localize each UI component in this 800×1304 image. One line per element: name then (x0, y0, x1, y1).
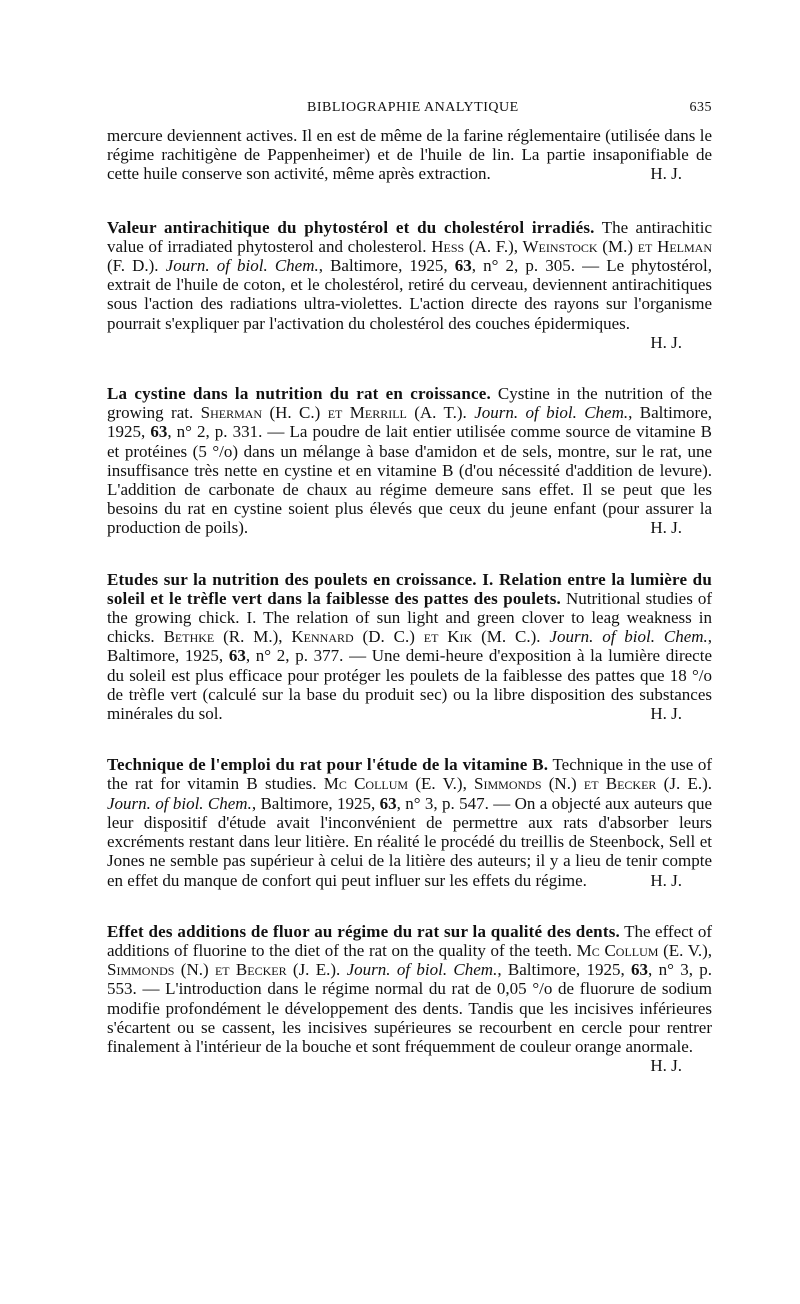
entry-volume: 63 (379, 793, 397, 813)
entry-journal: Journ. of biol. Chem. (165, 256, 319, 276)
entry-authors: Bethke (R. M.), Kennard (D. C.) et Kik (M. C.). (163, 627, 541, 647)
entry-authors: Hess (A. F.), Weinstock (M.) et Helman (F. D.). (107, 236, 713, 276)
entry-issue-page: , n° 3, p. 553. (107, 960, 713, 999)
entry-issue-page: , n° 2, p. 305. (471, 256, 576, 276)
entry-issue-page: , n° 2, p. 377. (245, 646, 344, 666)
entry-journal: Journ. of biol. Chem. (107, 793, 252, 813)
entry-journal: Journ. of biol. Chem. (549, 627, 708, 647)
entry-authors: Mc Collum (E. V.), Simmonds (N.) et Becker (J. E.). (323, 774, 712, 794)
entry-english-title: Technique in the use of the rat for vitamin B studies. (107, 755, 712, 794)
entry-title: Technique de l'emploi du rat pour l'étude de la vitamine B. (107, 755, 549, 775)
entry-volume: 63 (150, 422, 168, 442)
entry-place-year: , Baltimore, 1925, (107, 627, 713, 666)
signature: H. J. (650, 332, 682, 352)
signature: H. J. (650, 164, 682, 184)
entry-place-year: , Baltimore, 1925, (318, 256, 455, 276)
entry-journal: Journ. of biol. Chem. (346, 960, 498, 980)
entry-text: — On a objecté aux auteurs que leur dispositif d'étude avait l'inconvénient de permettre aux rats d'absorber leurs excréments restant dans leur litière. En réalité le procédé du treillis de Steenbock, Sell et Jones ne semble pas supérieur à celui de la litière des auteurs; il y a lieu de tenir compte en effet du manque de confort qui peut influer sur les effets du régime. (107, 793, 712, 890)
intro-paragraph (107, 126, 712, 184)
running-title: BIBLIOGRAPHIE ANALYTIQUE (307, 100, 519, 115)
running-header (107, 100, 712, 116)
entry-title: Etudes sur la nutrition des poulets en croissance. I. Relation entre la lumière du soleil et le trèfle vert dans la faiblesse des pattes des poulets. (107, 569, 712, 608)
intro-text: mercure deviennent actives. Il en est de même de la farine réglementaire (utilisée dans le régime rachitigène de Pappenheimer) et de l'huile de lin. La partie insaponifiable de cette huile conserve son activité, même après extraction. (107, 126, 712, 184)
entry-issue-page: , n° 3, p. 547. (396, 793, 489, 813)
signature: H. J. (650, 704, 682, 724)
entry-authors: Sherman (H. C.) et Merrill (A. T.). (200, 403, 467, 423)
entry-text: — La poudre de lait entier utilisée comme source de vitamine B et protéines (5 °/o) dans un mélange à base d'amidon et de sels, montre, sur le rat, une insuffisance très nette en cystine et en vitamine B (d'ou nécessité d'addition de levure). L'addition de carbonate de chaux au régime demeure sans effet. Il se peut que les besoins du rat en cystine soient plus élevés que ceux du jeune enfant (pour assurer la production de poils). (107, 422, 712, 538)
entry-english-title: The effect of additions of fluorine to the diet of the rat on the quality of the teeth. (107, 921, 713, 960)
entry-title: La cystine dans la nutrition du rat en croissance. (107, 384, 491, 404)
entry (107, 921, 713, 1076)
signature: H. J. (650, 518, 682, 538)
entry (107, 218, 712, 352)
entry-volume: 63 (228, 646, 246, 666)
entry-text: — L'introduction dans le régime normal du rat de 0,05 °/o de fluorure de sodium modifie profondément le développement des dents. Tandis que les incisives inférieures s'écartent ou se cassent, les incisives supérieures se recourbent en cercle pour rentrer finalement à l'intérieur de la bouche et sont fréquemment de couleur orange anormale. (107, 979, 712, 1056)
entry-english-title: The antirachitic value of irradiated phytosterol and cholesterol. (107, 217, 712, 256)
entry-title: Valeur antirachitique du phytostérol et du cholestérol irradiés. (107, 217, 595, 237)
signature: H. J. (650, 870, 682, 890)
entry (107, 755, 712, 889)
entry-text: — Une demi-heure d'exposition à la lumière directe du soleil est plus efficace pour protéger les poulets de la faiblesse des pattes que 18 °/o de trèfle vert (calculé sur la base du produit sec) ou la libre disposition des substances minérales du sol. (107, 646, 712, 724)
page-number: 635 (689, 100, 712, 115)
entry-place-year: , Baltimore, 1925, (107, 403, 712, 442)
entry-place-year: , Baltimore, 1925, (251, 793, 380, 813)
entry-volume: 63 (454, 256, 472, 276)
entry-journal: Journ. of biol. Chem. (474, 403, 629, 423)
entry-text: — Le phytostérol, extrait de l'huile de coton, et le cholestérol, retiré du cerveau, deviennent antirachitiques sous l'action des radiations ultra-violettes. L'action directe des rayons sur l'organisme pourrait s'expliquer par l'activation du cholestérol des couches épidermiques. (107, 256, 713, 333)
signature: H. J. (650, 1056, 682, 1076)
entry-english-title: Nutritional studies of the growing chick. I. The relation of sun light and green clover to leag weakness in chicks. (107, 588, 713, 647)
entry (107, 570, 712, 724)
entry-place-year: , Baltimore, 1925, (497, 960, 632, 980)
entry (107, 384, 712, 538)
entry-title: Effet des additions de fluor au régime du rat sur la qualité des dents. (107, 921, 620, 941)
entry-volume: 63 (631, 960, 649, 980)
entry-authors: Mc Collum (E. V.), Simmonds (N.) et Becker (J. E.). (107, 940, 712, 980)
page (107, 100, 712, 1088)
entry-english-title: Cystine in the nutrition of the growing rat. (107, 384, 712, 423)
entry-issue-page: , n° 2, p. 331. (167, 422, 263, 442)
